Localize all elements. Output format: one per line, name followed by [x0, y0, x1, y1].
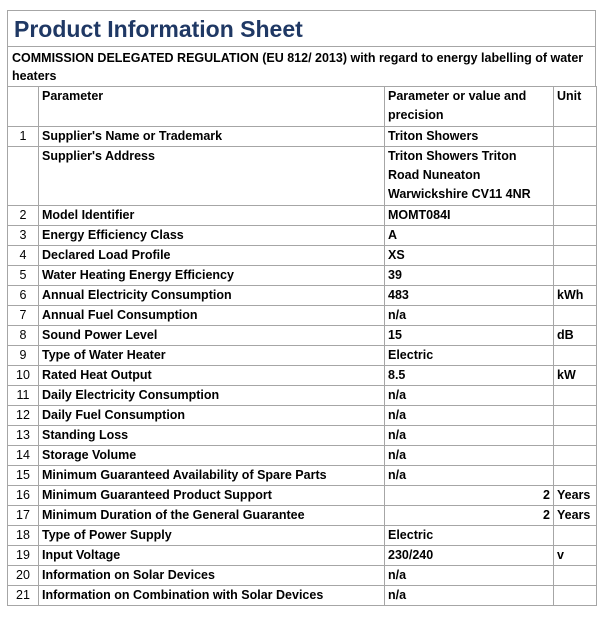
- table-row: [8, 147, 597, 206]
- table-row: [8, 346, 597, 366]
- parameter-name: Annual Electricity Consumption: [39, 286, 385, 306]
- parameter-value: n/a: [385, 386, 554, 406]
- table-row: [8, 406, 597, 426]
- table-row: [8, 366, 597, 386]
- parameter-name: Minimum Guaranteed Product Support: [39, 486, 385, 506]
- row-number: 19: [8, 546, 39, 566]
- row-number: 8: [8, 326, 39, 346]
- row-number: 13: [8, 426, 39, 446]
- row-number: 9: [8, 346, 39, 366]
- table-row: [8, 426, 597, 446]
- parameter-name: Daily Fuel Consumption: [39, 406, 385, 426]
- sheet-title: Product Information Sheet: [7, 10, 596, 46]
- header-number-cell: [8, 87, 39, 127]
- parameter-value: Electric: [385, 526, 554, 546]
- parameter-value: XS: [385, 246, 554, 266]
- row-number: 17: [8, 506, 39, 526]
- parameter-name: Energy Efficiency Class: [39, 226, 385, 246]
- parameter-name: Information on Solar Devices: [39, 566, 385, 586]
- parameter-name: Model Identifier: [39, 206, 385, 226]
- unit-cell: [554, 226, 597, 246]
- parameter-value: 230/240: [385, 546, 554, 566]
- parameter-value: 483: [385, 286, 554, 306]
- parameter-name: Storage Volume: [39, 446, 385, 466]
- parameter-value: Triton Showers Triton Road Nuneaton Warwickshire CV11 4NR: [385, 147, 554, 206]
- row-number: 11: [8, 386, 39, 406]
- parameter-value: MOMT084I: [385, 206, 554, 226]
- row-number: 10: [8, 366, 39, 386]
- header-unit: Unit: [554, 87, 597, 127]
- parameter-value: 39: [385, 266, 554, 286]
- unit-cell: kW: [554, 366, 597, 386]
- parameter-value: n/a: [385, 466, 554, 486]
- unit-cell: [554, 127, 597, 147]
- unit-cell: [554, 466, 597, 486]
- unit-cell: [554, 586, 597, 606]
- parameter-value: Triton Showers: [385, 127, 554, 147]
- row-number: 2: [8, 206, 39, 226]
- unit-cell: [554, 446, 597, 466]
- row-number: 1: [8, 127, 39, 147]
- table-row: [8, 486, 597, 506]
- row-number: 5: [8, 266, 39, 286]
- table-row: [8, 246, 597, 266]
- unit-cell: [554, 246, 597, 266]
- row-number: 6: [8, 286, 39, 306]
- unit-cell: [554, 406, 597, 426]
- row-number: 12: [8, 406, 39, 426]
- regulation-subtitle: COMMISSION DELEGATED REGULATION (EU 812/ 2013) with regard to energy labelling of water heaters: [7, 46, 596, 86]
- table-row: [8, 526, 597, 546]
- parameter-name: Input Voltage: [39, 546, 385, 566]
- parameter-value: Electric: [385, 346, 554, 366]
- row-number: 4: [8, 246, 39, 266]
- product-information-sheet: [7, 10, 596, 606]
- parameter-value: 2: [385, 506, 554, 526]
- parameter-value: 8.5: [385, 366, 554, 386]
- table-row: [8, 546, 597, 566]
- unit-cell: [554, 147, 597, 206]
- header-parameter: Parameter: [39, 87, 385, 127]
- parameter-name: Minimum Duration of the General Guarantee: [39, 506, 385, 526]
- parameter-value: A: [385, 226, 554, 246]
- row-number: 3: [8, 226, 39, 246]
- table-row: [8, 566, 597, 586]
- unit-cell: Years: [554, 486, 597, 506]
- parameter-value: n/a: [385, 306, 554, 326]
- table-row: [8, 586, 597, 606]
- parameter-name: Minimum Guaranteed Availability of Spare Parts: [39, 466, 385, 486]
- row-number: 20: [8, 566, 39, 586]
- unit-cell: [554, 386, 597, 406]
- parameter-value: 2: [385, 486, 554, 506]
- parameter-name: Information on Combination with Solar Devices: [39, 586, 385, 606]
- unit-cell: Years: [554, 506, 597, 526]
- row-number: 16: [8, 486, 39, 506]
- parameter-name: Annual Fuel Consumption: [39, 306, 385, 326]
- table-row: [8, 386, 597, 406]
- unit-cell: [554, 266, 597, 286]
- table-row: [8, 506, 597, 526]
- parameter-name: Declared Load Profile: [39, 246, 385, 266]
- parameter-name: Supplier's Address: [39, 147, 385, 206]
- parameter-name: Sound Power Level: [39, 326, 385, 346]
- product-info-table: [7, 86, 597, 606]
- row-number: 21: [8, 586, 39, 606]
- unit-cell: [554, 306, 597, 326]
- row-number: 14: [8, 446, 39, 466]
- table-row: [8, 286, 597, 306]
- unit-cell: [554, 206, 597, 226]
- table-row: [8, 266, 597, 286]
- unit-cell: [554, 346, 597, 366]
- table-row: [8, 127, 597, 147]
- row-number: [8, 147, 39, 206]
- parameter-name: Type of Water Heater: [39, 346, 385, 366]
- table-row: [8, 226, 597, 246]
- header-value: Parameter or value and precision: [385, 87, 554, 127]
- unit-cell: v: [554, 546, 597, 566]
- table-header-row: [8, 87, 597, 127]
- unit-cell: dB: [554, 326, 597, 346]
- table-row: [8, 206, 597, 226]
- table-row: [8, 466, 597, 486]
- table-row: [8, 306, 597, 326]
- parameter-name: Supplier's Name or Trademark: [39, 127, 385, 147]
- unit-cell: kWh: [554, 286, 597, 306]
- parameter-value: 15: [385, 326, 554, 346]
- parameter-name: Type of Power Supply: [39, 526, 385, 546]
- row-number: 18: [8, 526, 39, 546]
- table-row: [8, 326, 597, 346]
- row-number: 15: [8, 466, 39, 486]
- parameter-name: Rated Heat Output: [39, 366, 385, 386]
- parameter-name: Standing Loss: [39, 426, 385, 446]
- unit-cell: [554, 526, 597, 546]
- parameter-value: n/a: [385, 406, 554, 426]
- parameter-value: n/a: [385, 426, 554, 446]
- parameter-value: n/a: [385, 446, 554, 466]
- parameter-value: n/a: [385, 566, 554, 586]
- parameter-value: n/a: [385, 586, 554, 606]
- unit-cell: [554, 566, 597, 586]
- table-row: [8, 446, 597, 466]
- unit-cell: [554, 426, 597, 446]
- parameter-name: Daily Electricity Consumption: [39, 386, 385, 406]
- parameter-name: Water Heating Energy Efficiency: [39, 266, 385, 286]
- row-number: 7: [8, 306, 39, 326]
